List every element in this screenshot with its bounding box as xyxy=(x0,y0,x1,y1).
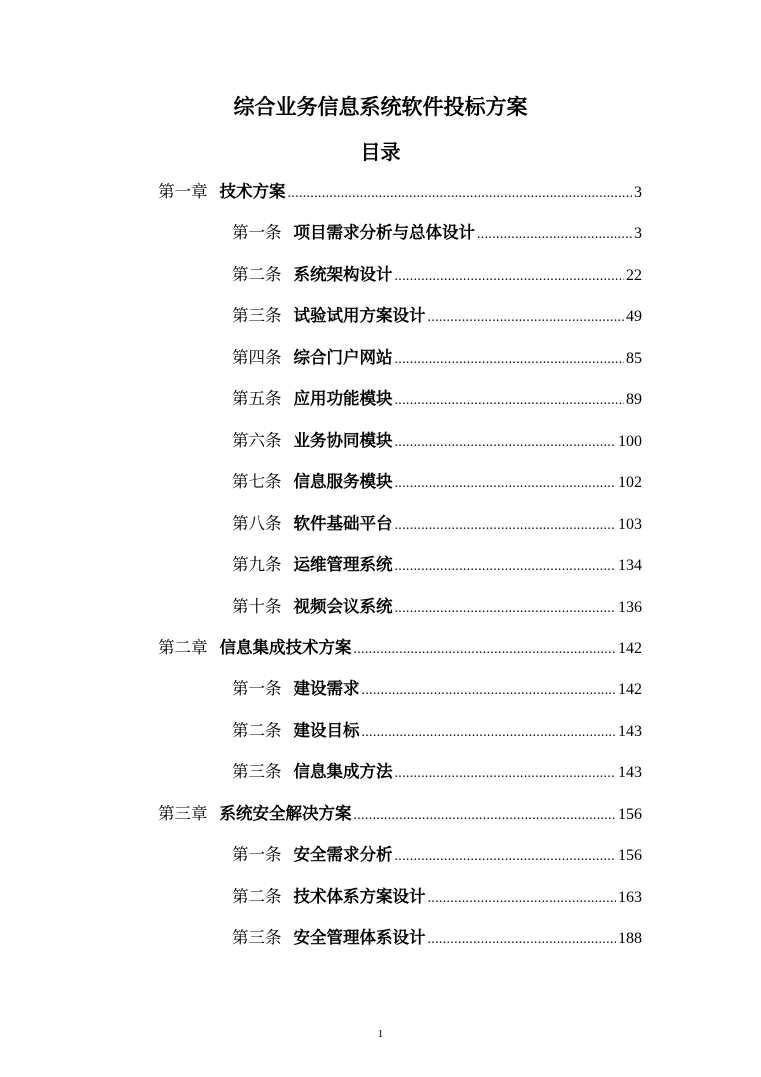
toc-entry-label: 信息服务模块 xyxy=(293,472,393,492)
toc-entry-number: 第一条 xyxy=(232,223,282,243)
toc-entry-number: 第一条 xyxy=(232,845,282,865)
toc-entry-page: 156 xyxy=(618,847,642,865)
toc-entry-article[interactable] xyxy=(232,551,642,579)
toc-entry-number: 第三条 xyxy=(232,306,282,326)
toc-entry-page: 156 xyxy=(618,805,642,823)
toc-leader-dots xyxy=(354,802,617,830)
toc-leader-dots xyxy=(395,346,625,374)
toc-entry-page: 134 xyxy=(618,557,642,575)
toc-entry-chapter[interactable] xyxy=(158,634,642,662)
toc-entry-page: 143 xyxy=(618,722,642,740)
toc-entry-page: 89 xyxy=(626,391,642,409)
toc-entry-label: 项目需求分析与总体设计 xyxy=(293,223,475,243)
toc-entry-number: 第八条 xyxy=(232,513,282,533)
toc-leader-dots xyxy=(395,470,617,498)
toc-entry-article[interactable] xyxy=(232,427,642,455)
toc-leader-dots xyxy=(395,595,617,623)
toc-entry-number: 第三章 xyxy=(158,803,208,823)
toc-leader-dots xyxy=(395,760,617,788)
toc-entry-page: 102 xyxy=(618,474,642,492)
toc-entry-label: 技术体系方案设计 xyxy=(293,886,426,906)
toc-entry-number: 第二条 xyxy=(232,264,282,284)
toc-entry-number: 第七条 xyxy=(232,472,282,492)
toc-entry-page: 142 xyxy=(618,681,642,699)
toc-entry-page: 49 xyxy=(626,308,642,326)
toc-entry-article[interactable] xyxy=(232,344,642,372)
toc-leader-dots xyxy=(395,263,625,291)
toc-entry-article[interactable] xyxy=(232,717,642,745)
toc-leader-dots xyxy=(395,512,617,540)
toc-leader-dots xyxy=(428,885,617,913)
toc-entry-article[interactable] xyxy=(232,510,642,538)
toc-entry-number: 第四条 xyxy=(232,347,282,367)
toc-entry-number: 第一条 xyxy=(232,679,282,699)
toc-entry-number: 第五条 xyxy=(232,389,282,409)
toc-entry-page: 103 xyxy=(618,515,642,533)
toc-entry-label: 建设目标 xyxy=(293,720,360,740)
toc-entry-article[interactable] xyxy=(232,675,642,703)
toc-entry-article[interactable] xyxy=(232,261,642,289)
toc-entry-article[interactable] xyxy=(232,468,642,496)
toc-entry-page: 163 xyxy=(618,888,642,906)
toc-leader-dots xyxy=(428,926,617,954)
toc-heading: 目录 xyxy=(360,140,401,164)
toc-entry-number: 第二章 xyxy=(158,637,208,657)
toc-entry-page: 188 xyxy=(618,930,642,948)
toc-entry-page: 3 xyxy=(634,184,642,201)
toc-entry-page: 100 xyxy=(618,432,642,450)
toc-entry-number: 第一章 xyxy=(158,182,208,201)
toc-leader-dots xyxy=(428,304,625,332)
toc-entry-label: 运维管理系统 xyxy=(293,555,393,575)
toc-entry-chapter[interactable] xyxy=(158,178,642,206)
document-title: 综合业务信息系统软件投标方案 xyxy=(233,94,528,119)
toc-entry-number: 第六条 xyxy=(232,430,282,450)
toc-leader-dots xyxy=(288,180,633,208)
toc-entry-article[interactable] xyxy=(232,593,642,621)
toc-entry-article[interactable] xyxy=(232,302,642,330)
toc-entry-label: 技术方案 xyxy=(219,182,286,201)
toc-entry-number: 第十条 xyxy=(232,596,282,616)
toc-entry-label: 建设需求 xyxy=(293,679,360,699)
toc-entry-article[interactable] xyxy=(232,841,642,869)
toc-entry-article[interactable] xyxy=(232,924,642,952)
toc-leader-dots xyxy=(354,636,617,664)
toc-entry-number: 第二条 xyxy=(232,720,282,740)
toc-entry-page: 142 xyxy=(618,639,642,657)
toc-entry-label: 信息集成技术方案 xyxy=(219,637,352,657)
toc-entry-number: 第三条 xyxy=(232,928,282,948)
toc-entry-label: 系统架构设计 xyxy=(293,264,393,284)
toc-entry-label: 应用功能模块 xyxy=(293,389,393,409)
toc-entry-label: 试验试用方案设计 xyxy=(293,306,426,326)
toc-entry-label: 安全需求分析 xyxy=(293,845,393,865)
toc-entry-chapter[interactable] xyxy=(158,800,642,828)
toc-entry-page: 3 xyxy=(634,225,642,243)
toc-entry-page: 22 xyxy=(626,266,642,284)
toc-entry-number: 第三条 xyxy=(232,762,282,782)
toc-entry-label: 系统安全解决方案 xyxy=(219,803,352,823)
toc-entry-label: 软件基础平台 xyxy=(293,513,393,533)
toc-entry-page: 136 xyxy=(618,598,642,616)
toc-entry-label: 综合门户网站 xyxy=(293,347,393,367)
toc-entry-article[interactable] xyxy=(232,883,642,911)
page-number: 1 xyxy=(377,1028,384,1040)
toc-entry-label: 业务协同模块 xyxy=(293,430,393,450)
toc-entry-label: 安全管理体系设计 xyxy=(293,928,426,948)
toc-entry-article[interactable] xyxy=(232,758,642,786)
toc-entry-number: 第九条 xyxy=(232,555,282,575)
toc-leader-dots xyxy=(362,719,617,747)
toc-entry-page: 85 xyxy=(626,349,642,367)
toc-leader-dots xyxy=(395,429,617,457)
toc-entry-article[interactable] xyxy=(232,219,642,247)
toc-leader-dots xyxy=(362,677,617,705)
toc-entry-article[interactable] xyxy=(232,385,642,413)
toc-entry-label: 信息集成方法 xyxy=(293,762,393,782)
toc-entry-page: 143 xyxy=(618,764,642,782)
toc-leader-dots xyxy=(395,553,617,581)
toc-entry-number: 第二条 xyxy=(232,886,282,906)
toc-leader-dots xyxy=(395,387,625,415)
toc-leader-dots xyxy=(477,221,632,249)
toc-leader-dots xyxy=(395,843,617,871)
toc-entry-label: 视频会议系统 xyxy=(293,596,393,616)
